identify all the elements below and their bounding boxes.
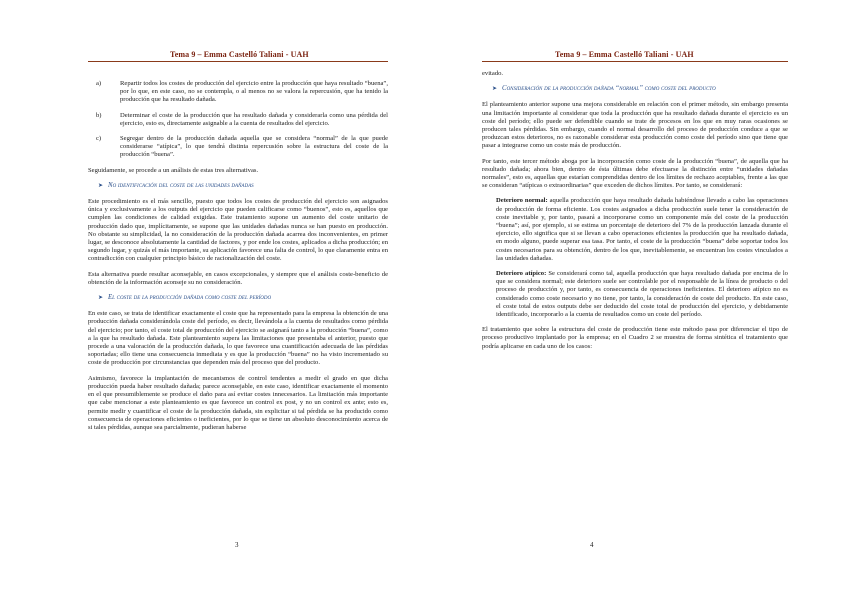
arrow-bullet-icon: ➤	[98, 182, 104, 189]
paragraph: En este caso, se trata de identificar exactamente el coste que ha representado para la empresa la obtención de una producción dañada considerándola coste del período, es decir, llevándola a la cuenta de resultados como pérdida del ejercicio; por tanto, el coste total de producción del ejercicio se asignará tanto a la producción “buena”, como a la que ha resultado dañada. Este planteamiento supera las limitaciones que presentaba el anterior, puesto que procede a una valoración de la producción dañada, lo que favorece una cuantificación adecuada de las pérdidas soportadas; ello tiene una consecuencia inmediata y es que la producción “buena” no ha visto incrementado su coste de producción por circunstancias que dependen más del proceso que del producto.	[88, 310, 388, 367]
section-heading-text: No identificación del coste de las unidades dañadas	[108, 181, 254, 189]
right-page	[424, 0, 848, 599]
page-number: 4	[590, 541, 594, 549]
definition-text: Se considerará como tal, aquella producción que haya resultado dañada por encima de lo que se considera normal; este deterioro suele ser controlable por el responsable de la línea de producto o del proceso de producción y, por tanto, es consecuencia de operaciones ineficientes. El deterioro atípico no es considerado como coste necesario y no tiene, por tanto, la consideración de coste del producto. En este caso, el coste total de estos outputs debe ser deducido del coste total de producción del ejercicio, y debidamente identificado, incorporarlo a la cuenta de resultados como un coste del período.	[496, 270, 788, 319]
list-item	[88, 80, 388, 105]
definition-term: Deterioro atípico:	[496, 270, 547, 278]
paragraph: Este procedimiento es el más sencillo, puesto que todos los costes de producción del ejercicio son asignados única y exclusivamente a los outputs del ejercicio que pueden calificarse como “buenos”, esto es, aquellos que cumplen las condiciones de calidad exigidas. Este tratamiento supone un aumento del coste unitario de producción dado que, implícitamente, se supone que las unidades dañadas nunca se han puesto en producción. No obstante su simplicidad, la no consideración de la producción dañada acarrea dos inconvenientes, en primer lugar, se desconoce absolutamente la cantidad de factores, y por ende los costes, aplicados a dicha producción; en segundo lugar, y quizás el más importante, su aplicación favorece una falta de control, lo que claramente entra en contradicción con cualquier principio básico de racionalización del coste.	[88, 198, 388, 263]
section-heading-text: Consideración de la producción dañada “normal” como coste del producto	[502, 85, 716, 93]
list-text: Determinar el coste de la producción que ha resultado dañada y considerarla como una pérdida del ejercicio, esto es, directamente asignable a la cuenta de resultados del ejercicio.	[120, 111, 388, 127]
page-body	[482, 70, 788, 358]
paragraph: evitado.	[482, 70, 504, 77]
list-marker: a)	[96, 80, 102, 87]
section-heading	[98, 294, 388, 302]
page-header: Tema 9 – Emma Castelló Taliani - UAH	[170, 50, 309, 59]
paragraph: Por tanto, este tercer método aboga por la incorporación como coste de la producción “buena”, de aquella que ha resultado dañada; ahora bien, dentro de ésta últimas debe efectuarse la distinción entre “unidades dañadas normales”, esto es, aquellas que estarían comprendidas dentro de los límites de rechazo aceptables, frente a las que se consideran “atípicas o extraordinarias” que exceden de dichos límites. Por tanto, se considerará:	[482, 157, 788, 190]
list-text: Repartir todos los costes de producción del ejercicio entre la producción que haya resultado “buena”, por lo que, en este caso, no se contempla, o al menos no se valora la repercusión, que ha tenido la producción que ha resultado dañada.	[120, 80, 388, 104]
list-item	[88, 112, 388, 128]
section-heading	[492, 85, 788, 93]
definition-paragraph	[482, 197, 788, 263]
paragraph: Asimismo, favorece la implantación de mecanismos de control tendentes a medir el grado en que dicha producción pueda haber resultado dañada; parece aconsejable, en este caso, identificar exactamente el momento en el que presumiblemente se produce el daño para así evitar costes innecesarios. La limitación más importante que cabe mencionar a este planteamiento es que favorece un control ex post, y no un control ex ante; esto es, permite medir y cuantificar el coste de la producción dañada, sin explicitar si tal pérdida se ha producido como consecuencia de operaciones eficientes o ineficientes, por lo que se tiene un absoluto desconocimiento acerca de si tales pérdidas, aunque sea parcialmente, pudieran haberse	[88, 374, 388, 431]
arrow-bullet-icon: ➤	[98, 295, 104, 302]
header-rule	[482, 61, 788, 62]
arrow-bullet-icon: ➤	[492, 86, 498, 93]
page-number: 3	[235, 541, 239, 549]
list-marker: c)	[96, 135, 102, 143]
list-item	[88, 135, 388, 160]
section-heading	[98, 182, 388, 190]
section-heading-text: El coste de la producción dañada como coste del período	[108, 294, 272, 302]
paragraph: Esta alternativa puede resultar aconsejable, en casos excepcionales, y siempre que el análisis coste-beneficio de obtención de la información aconseje su no consideración.	[88, 270, 388, 286]
page-body	[88, 80, 388, 439]
list-marker: b)	[96, 111, 102, 119]
list-text: Segregar dentro de la producción dañada aquella que se considera “normal” de la que puede considerarse “atípica”, lo que tendrá distinta repercusión sobre la estructura del coste de la producción “buena”.	[120, 135, 388, 159]
header-rule	[88, 61, 388, 62]
page-header: Tema 9 – Emma Castelló Taliani - UAH	[555, 50, 694, 59]
definition-text: aquella producción que haya resultado dañada habiéndose llevado a cabo las operaciones de producción de forma eficiente. Los costes asignados a dicha producción suele tener la consideración de coste inevitable y, por tanto, pasará a incorporarse como un componente más del coste de la producción “buena”; así, por ejemplo, si se estima un porcentaje de deterioro del 7% de la producción lanzada durante el ejercicio, ello significa que si se llevan a cabo operaciones eficientes la producción que ha resultado dañada, en modo alguno, puede superar esa tasa. Por tanto, el coste de la producción “buena” debe soportar todos los costes necesarios para su obtención, dentro de los que, inevitablemente, se encuentran los costes vinculados a las unidades dañadas.	[496, 197, 789, 262]
paragraph: Seguidamente, se procede a un análisis de estas tres alternativas.	[88, 166, 259, 174]
paragraph: El tratamiento que sobre la estructura del coste de producción tiene este método pasa por diferenciar el tipo de proceso productivo implantado por la empresa; en el Cuadro 2 se muestra de forma sintética el tratamiento que podría aplicarse en cada uno de los casos:	[482, 326, 788, 350]
definition-term: Deterioro normal:	[496, 197, 548, 205]
paragraph: El planteamiento anterior supone una mejora considerable en relación con el primer método, sin embargo presenta una limitación importante al considerar que toda la producción que ha resultado dañada durante el ejercicio es un coste del período; ello puede ser defendible cuando se trate de procesos en los que en muy raras ocasiones se producen tales pérdidas. Sin embargo, cuando el normal desarrollo del proceso de producción conduce a que se produzcan estos deterioros, no es razonable considerar esta producción como coste del período sino que tiene que pasar a integrarse como un coste más de producción.	[482, 101, 788, 150]
definition-paragraph	[482, 270, 788, 319]
